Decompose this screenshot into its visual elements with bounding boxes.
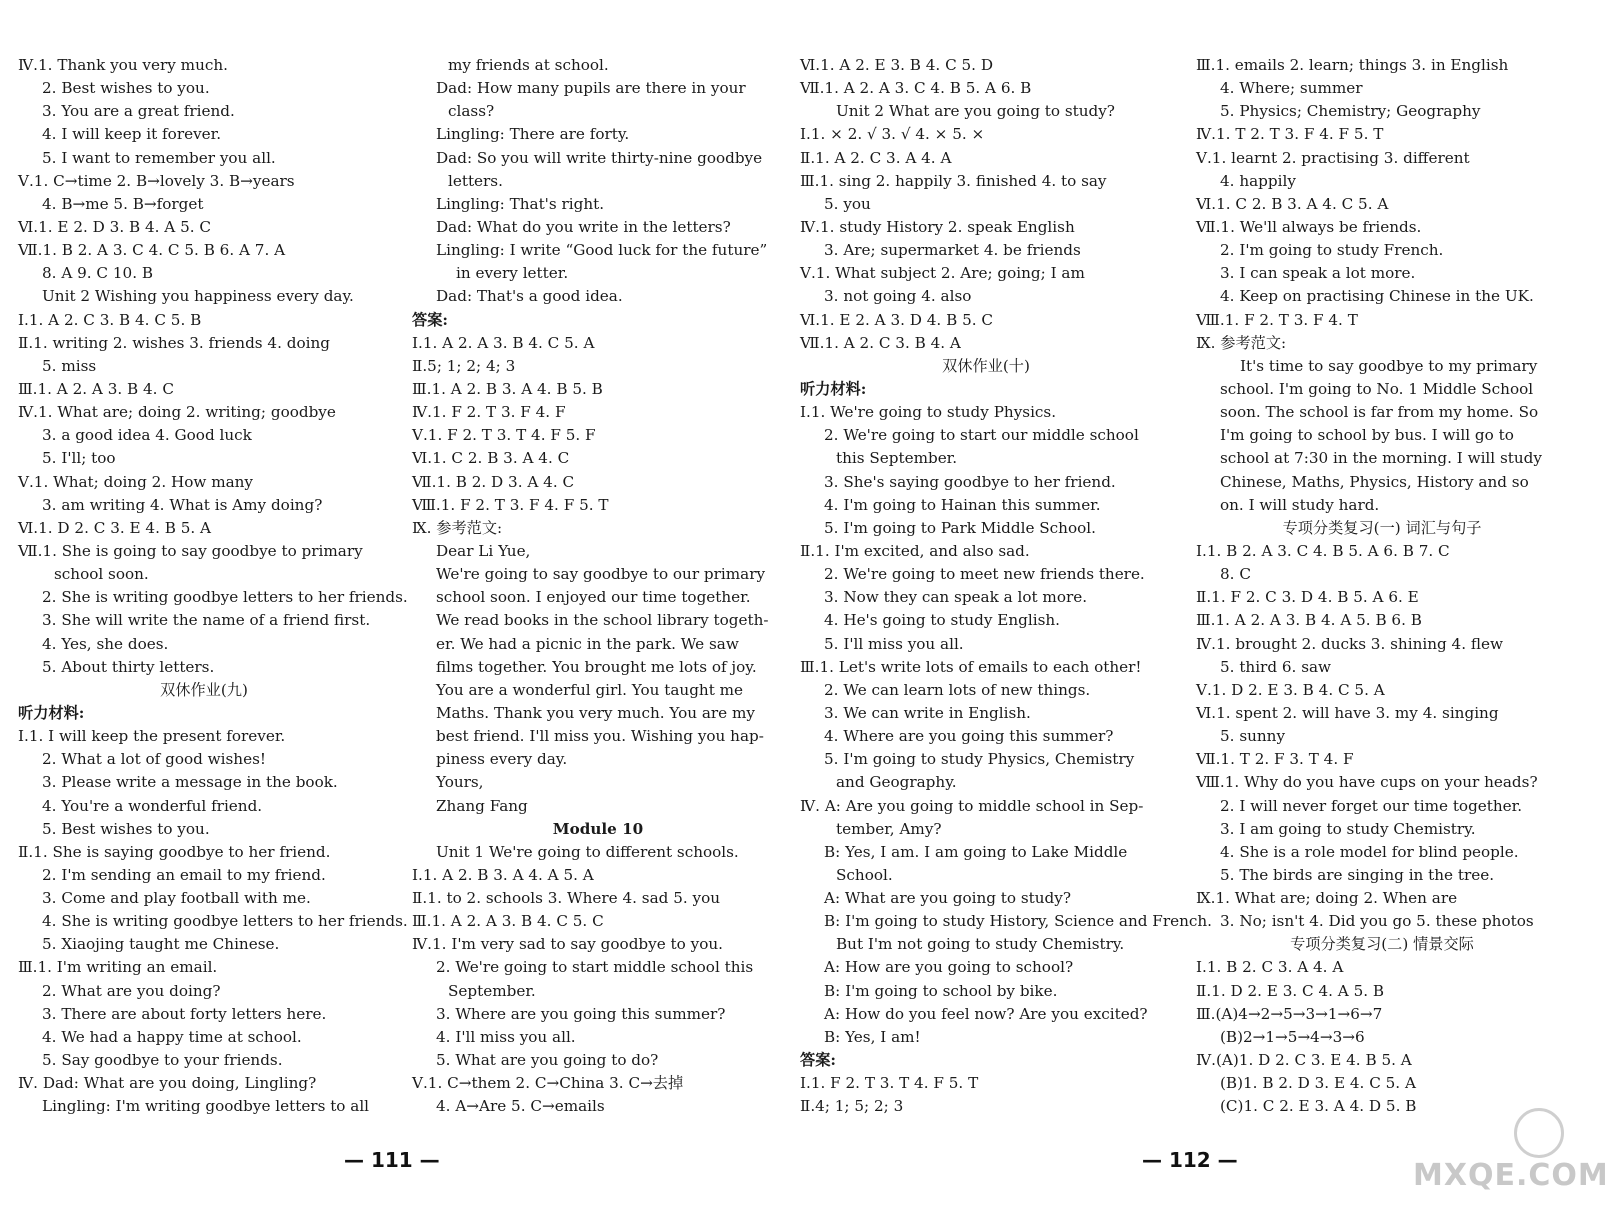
text-line: Ⅵ.1. A 2. E 3. B 4. C 5. D	[800, 56, 994, 74]
watermark-text: MXQE.COM	[1413, 1158, 1609, 1193]
text-line: Yours,	[436, 773, 484, 792]
text-line: Ⅱ.1. D 2. E 3. C 4. A 5. B	[1196, 981, 1385, 1000]
text-line: Ⅱ.5; 1; 2; 4; 3	[412, 356, 516, 375]
text-line: Ⅵ.1. E 2. A 3. D 4. B 5. C	[800, 310, 994, 329]
text-line: 4. He's going to study English.	[824, 611, 1060, 630]
text-line: 4. Keep on practising Chinese in the UK.	[1220, 287, 1534, 306]
text-line: 2. What a lot of good wishes!	[42, 750, 266, 769]
text-line: Ⅲ.1. A 2. B 3. A 4. B 5. B	[412, 379, 603, 398]
text-line: Ⅶ.1. She is going to say goodbye to primary	[18, 541, 363, 560]
text-line: 3. not going 4. also	[824, 287, 972, 306]
column-1	[18, 54, 408, 1118]
text-line: (B)1. B 2. D 3. E 4. C 5. A	[1220, 1074, 1416, 1093]
text-line: Ⅸ. 参考范文:	[1196, 333, 1287, 352]
text-line: 3. I can speak a lot more.	[1220, 264, 1416, 283]
text-line: 专项分类复习(二) 情景交际	[1290, 935, 1474, 954]
text-line: 3. Come and play football with me.	[42, 889, 311, 908]
text-line: 3. Where are you going this summer?	[436, 1004, 726, 1023]
text-line: Ⅳ.1. Thank you very much.	[18, 56, 228, 74]
text-line: 3. Are; supermarket 4. be friends	[824, 241, 1081, 260]
text-line: Dad: What do you write in the letters?	[436, 217, 731, 236]
watermark-logo	[1413, 1108, 1609, 1193]
text-line: Dear Li Yue,	[436, 541, 531, 560]
text-line: Ⅰ.1. A 2. A 3. B 4. C 5. A	[412, 333, 595, 352]
text-line: Ⅴ.1. F 2. T 3. T 4. F 5. F	[412, 426, 596, 445]
text-line: 5. I'm going to study Physics, Chemistry	[824, 750, 1135, 769]
text-line: school at 7:30 in the morning. I will study	[1220, 449, 1542, 468]
text-line: Ⅶ.1. We'll always be friends.	[1196, 217, 1422, 236]
text-line: 2. I will never forget our time together.	[1220, 796, 1523, 815]
text-line: letters.	[448, 171, 503, 190]
column-3	[800, 54, 1212, 1118]
text-line: 双休作业(九)	[160, 680, 248, 699]
text-line: 5. I want to remember you all.	[42, 148, 276, 167]
text-line: Ⅵ.1. E 2. D 3. B 4. A 5. C	[18, 217, 212, 236]
column-4	[1196, 54, 1568, 1118]
text-line: this September.	[836, 449, 958, 468]
text-line: Ⅱ.1. writing 2. wishes 3. friends 4. doing	[18, 333, 330, 352]
text-line: 2. Best wishes to you.	[42, 79, 210, 98]
text-line: Ⅶ.1. B 2. D 3. A 4. C	[412, 472, 575, 491]
text-line: Unit 2 What are you going to study?	[836, 102, 1115, 121]
text-line: Lingling: There are forty.	[436, 125, 630, 144]
text-line: films together. You brought me lots of joy.	[436, 657, 757, 676]
text-line: 2. We can learn lots of new things.	[824, 680, 1091, 699]
text-line: 5. miss	[42, 356, 97, 375]
text-line: on. I will study hard.	[1220, 495, 1380, 514]
text-line: A: How do you feel now? Are you excited?	[824, 1004, 1148, 1023]
text-line: A: What are you going to study?	[824, 889, 1072, 908]
text-line: 3. She will write the name of a friend first.	[42, 611, 371, 630]
text-line: Ⅰ.1. We're going to study Physics.	[800, 403, 1057, 422]
text-line: 4. We had a happy time at school.	[42, 1027, 302, 1046]
text-line: Ⅱ.1. to 2. schools 3. Where 4. sad 5. you	[412, 889, 721, 908]
text-line: Ⅱ.1. A 2. C 3. A 4. A	[800, 148, 952, 167]
text-line: Lingling: That's right.	[436, 194, 605, 213]
text-line: Ⅰ.1. F 2. T 3. T 4. F 5. T	[800, 1074, 979, 1093]
text-line: 4. She is writing goodbye letters to her friends.	[42, 912, 408, 931]
text-line: Ⅳ.1. F 2. T 3. F 4. F	[412, 403, 566, 422]
text-line: Ⅷ.1. Why do you have cups on your heads?	[1196, 773, 1538, 792]
text-line: Ⅵ.1. C 2. B 3. A 4. C 5. A	[1196, 194, 1389, 213]
text-line: Ⅰ.1. B 2. A 3. C 4. B 5. A 6. B 7. C	[1196, 541, 1450, 560]
text-line: Ⅱ.1. I'm excited, and also sad.	[800, 541, 1030, 560]
text-line: 3. a good idea 4. Good luck	[42, 426, 252, 445]
text-line: B: I'm going to school by bike.	[824, 981, 1058, 1000]
text-line: Ⅲ.1. sing 2. happily 3. finished 4. to say	[800, 171, 1107, 190]
column-2	[412, 54, 784, 1118]
text-line: tember, Amy?	[836, 819, 942, 838]
text-line: Lingling: I write “Good luck for the future”	[436, 241, 768, 260]
text-line: in every letter.	[456, 264, 569, 283]
text-line: 2. We're going to meet new friends there.	[824, 565, 1145, 584]
text-line: B: Yes, I am. I am going to Lake Middle	[824, 842, 1128, 861]
text-line: 2. We're going to start middle school this	[436, 958, 754, 977]
text-line: (B)2→1→5→4→3→6	[1220, 1027, 1365, 1046]
text-line: 8. C	[1220, 565, 1251, 584]
text-line: 4. She is a role model for blind people.	[1220, 842, 1519, 861]
text-line: er. We had a picnic in the park. We saw	[436, 634, 739, 653]
text-line: Zhang Fang	[436, 796, 528, 815]
text-line: Ⅵ.1. spent 2. will have 3. my 4. singing	[1196, 703, 1499, 722]
text-line: 4. happily	[1220, 171, 1296, 190]
text-line: Ⅵ.1. D 2. C 3. E 4. B 5. A	[18, 518, 212, 537]
text-line: 3. She's saying goodbye to her friend.	[824, 472, 1116, 491]
text-line: Ⅰ.1. A 2. C 3. B 4. C 5. B	[18, 310, 202, 329]
text-line: 5. sunny	[1220, 727, 1286, 746]
text-line: Ⅰ.1. × 2. √ 3. √ 4. × 5. ×	[800, 125, 985, 144]
text-line: Ⅲ.1. Let's write lots of emails to each other!	[800, 657, 1142, 676]
text-line: Ⅴ.1. D 2. E 3. B 4. C 5. A	[1196, 680, 1385, 699]
text-line: 5. The birds are singing in the tree.	[1220, 865, 1495, 884]
text-line: A: How are you going to school?	[824, 958, 1074, 977]
text-line: school soon.	[54, 565, 149, 584]
text-line: Ⅰ.1. A 2. B 3. A 4. A 5. A	[412, 865, 594, 884]
text-line: 5. About thirty letters.	[42, 657, 215, 676]
text-line: Ⅲ.(A)4→2→5→3→1→6→7	[1196, 1004, 1383, 1023]
text-line: 4. I will keep it forever.	[42, 125, 222, 144]
text-line: School.	[836, 865, 893, 884]
text-line: 5. I'll miss you all.	[824, 634, 964, 653]
text-line: Ⅴ.1. C→time 2. B→lovely 3. B→years	[18, 171, 295, 190]
text-line: Ⅷ.1. F 2. T 3. F 4. T	[1196, 310, 1358, 329]
text-line: 2. I'm sending an email to my friend.	[42, 865, 326, 884]
text-line: 5. third 6. saw	[1220, 657, 1332, 676]
text-line: Ⅱ.4; 1; 5; 2; 3	[800, 1097, 904, 1116]
text-line: 听力材料:	[18, 703, 85, 722]
text-line: Ⅵ.1. C 2. B 3. A 4. C	[412, 449, 570, 468]
text-line: But I'm not going to study Chemistry.	[836, 935, 1125, 954]
text-line: Ⅳ.1. T 2. T 3. F 4. F 5. T	[1196, 125, 1384, 144]
text-line: Lingling: I'm writing goodbye letters to all	[42, 1097, 370, 1116]
text-line: Ⅶ.1. B 2. A 3. C 4. C 5. B 6. A 7. A	[18, 241, 286, 260]
text-line: 5. I'll; too	[42, 449, 116, 468]
text-line: 5. you	[824, 194, 871, 213]
text-line: Ⅰ.1. B 2. C 3. A 4. A	[1196, 958, 1344, 977]
text-line: 3. There are about forty letters here.	[42, 1004, 327, 1023]
text-line: 4. B→me 5. B→forget	[42, 194, 204, 213]
page-number-right: — 112 —	[1142, 1148, 1238, 1172]
text-line: 2. She is writing goodbye letters to her friends.	[42, 588, 408, 607]
text-line: Ⅸ.1. What are; doing 2. When are	[1196, 889, 1458, 908]
text-line: Dad: So you will write thirty-nine goodbye	[436, 148, 763, 167]
text-line: Ⅶ.1. T 2. F 3. T 4. F	[1196, 750, 1354, 769]
text-line: Chinese, Maths, Physics, History and so	[1220, 472, 1529, 491]
text-line: Ⅴ.1. What; doing 2. How many	[18, 472, 254, 491]
text-line: 2. What are you doing?	[42, 981, 221, 1000]
text-line: Ⅳ.1. I'm very sad to say goodbye to you.	[412, 935, 723, 954]
text-line: 5. Best wishes to you.	[42, 819, 210, 838]
text-line: Ⅷ.1. F 2. T 3. F 4. F 5. T	[412, 495, 609, 514]
text-line: 5. What are you going to do?	[436, 1051, 659, 1070]
text-line: Ⅲ.1. A 2. A 3. B 4. C	[18, 379, 174, 398]
text-line: 5. Physics; Chemistry; Geography	[1220, 102, 1481, 121]
text-line: 2. I'm going to study French.	[1220, 241, 1444, 260]
text-line: and Geography.	[836, 773, 957, 792]
text-line: 5. Xiaojing taught me Chinese.	[42, 935, 280, 954]
text-line: 4. Where are you going this summer?	[824, 727, 1114, 746]
text-line: 3. We can write in English.	[824, 703, 1031, 722]
text-line: 3. Please write a message in the book.	[42, 773, 338, 792]
text-line: Ⅲ.1. A 2. A 3. B 4. A 5. B 6. B	[1196, 611, 1422, 630]
text-line: 5. I'm going to Park Middle School.	[824, 518, 1096, 537]
page-number-left: — 111 —	[344, 1148, 440, 1172]
text-line: Ⅶ.1. A 2. A 3. C 4. B 5. A 6. B	[800, 79, 1032, 98]
text-line: 双休作业(十)	[942, 356, 1030, 375]
text-line: Ⅳ. A: Are you going to middle school in Sep-	[800, 796, 1144, 815]
text-line: 4. Yes, she does.	[42, 634, 169, 653]
text-line: Maths. Thank you very much. You are my	[436, 703, 755, 722]
text-line: Ⅳ.1. study History 2. speak English	[800, 217, 1075, 236]
text-line: 4. I'm going to Hainan this summer.	[824, 495, 1101, 514]
text-line: It's time to say goodbye to my primary	[1240, 356, 1538, 375]
text-line: B: I'm going to study History, Science and French.	[824, 912, 1212, 931]
text-line: 3. am writing 4. What is Amy doing?	[42, 495, 323, 514]
text-line: Ⅴ.1. C→them 2. C→China 3. C→去掉	[412, 1074, 684, 1093]
text-line: 8. A 9. C 10. B	[42, 264, 154, 283]
text-line: Unit 1 We're going to different schools.	[436, 842, 739, 861]
text-line: Module 10	[552, 819, 644, 838]
text-line: Ⅸ. 参考范文:	[412, 518, 503, 537]
text-line: piness every day.	[436, 750, 568, 769]
text-line: Ⅴ.1. What subject 2. Are; going; I am	[800, 264, 1085, 283]
text-line: 3. I am going to study Chemistry.	[1220, 819, 1476, 838]
text-line: I'm going to school by bus. I will go to	[1220, 426, 1514, 445]
text-line: Ⅲ.1. A 2. A 3. B 4. C 5. C	[412, 912, 604, 931]
text-line: 4. Where; summer	[1220, 79, 1363, 98]
text-line: soon. The school is far from my home. So	[1220, 403, 1539, 422]
text-line: You are a wonderful girl. You taught me	[436, 680, 744, 699]
text-line: Ⅳ.1. brought 2. ducks 3. shining 4. flew	[1196, 634, 1503, 653]
text-line: 答案:	[800, 1051, 836, 1070]
text-line: September.	[448, 981, 536, 1000]
text-line: 4. I'll miss you all.	[436, 1027, 576, 1046]
text-line: my friends at school.	[448, 56, 609, 74]
text-line: Ⅴ.1. learnt 2. practising 3. different	[1196, 148, 1470, 167]
text-line: We read books in the school library togeth-	[436, 611, 769, 630]
text-line: Ⅳ.1. What are; doing 2. writing; goodbye	[18, 403, 336, 422]
text-line: Ⅱ.1. She is saying goodbye to her friend.	[18, 842, 331, 861]
text-line: 5. Say goodbye to your friends.	[42, 1051, 283, 1070]
text-line: 3. You are a great friend.	[42, 102, 235, 121]
text-line: Ⅱ.1. F 2. C 3. D 4. B 5. A 6. E	[1196, 588, 1419, 607]
text-line: 4. A→Are 5. C→emails	[436, 1097, 605, 1116]
watermark-seal-icon	[1514, 1108, 1564, 1158]
text-line: school soon. I enjoyed our time together.	[436, 588, 751, 607]
text-line: 3. No; isn't 4. Did you go 5. these photos	[1220, 912, 1534, 931]
text-line: Unit 2 Wishing you happiness every day.	[42, 287, 354, 306]
text-line: best friend. I'll miss you. Wishing you hap-	[436, 727, 764, 746]
text-line: Dad: That's a good idea.	[436, 287, 623, 306]
text-line: 3. Now they can speak a lot more.	[824, 588, 1088, 607]
text-line: Ⅳ. Dad: What are you doing, Lingling?	[18, 1074, 317, 1093]
text-line: Ⅲ.1. emails 2. learn; things 3. in English	[1196, 56, 1509, 74]
text-line: school. I'm going to No. 1 Middle School	[1220, 379, 1534, 398]
text-line: 专项分类复习(一) 词汇与句子	[1282, 518, 1482, 537]
text-line: We're going to say goodbye to our primary	[436, 565, 766, 584]
text-line: Ⅲ.1. I'm writing an email.	[18, 958, 218, 977]
text-line: B: Yes, I am!	[824, 1027, 921, 1046]
text-line: Ⅶ.1. A 2. C 3. B 4. A	[800, 333, 961, 352]
text-line: Ⅰ.1. I will keep the present forever.	[18, 727, 286, 746]
text-line: Dad: How many pupils are there in your	[436, 79, 746, 98]
text-line: Ⅳ.(A)1. D 2. C 3. E 4. B 5. A	[1196, 1051, 1412, 1070]
text-line: 2. We're going to start our middle school	[824, 426, 1139, 445]
text-line: 4. You're a wonderful friend.	[42, 796, 263, 815]
text-line: 答案:	[412, 310, 448, 329]
text-line: (C)1. C 2. E 3. A 4. D 5. B	[1220, 1097, 1417, 1116]
text-line: 听力材料:	[800, 379, 867, 398]
text-line: class?	[448, 102, 495, 121]
